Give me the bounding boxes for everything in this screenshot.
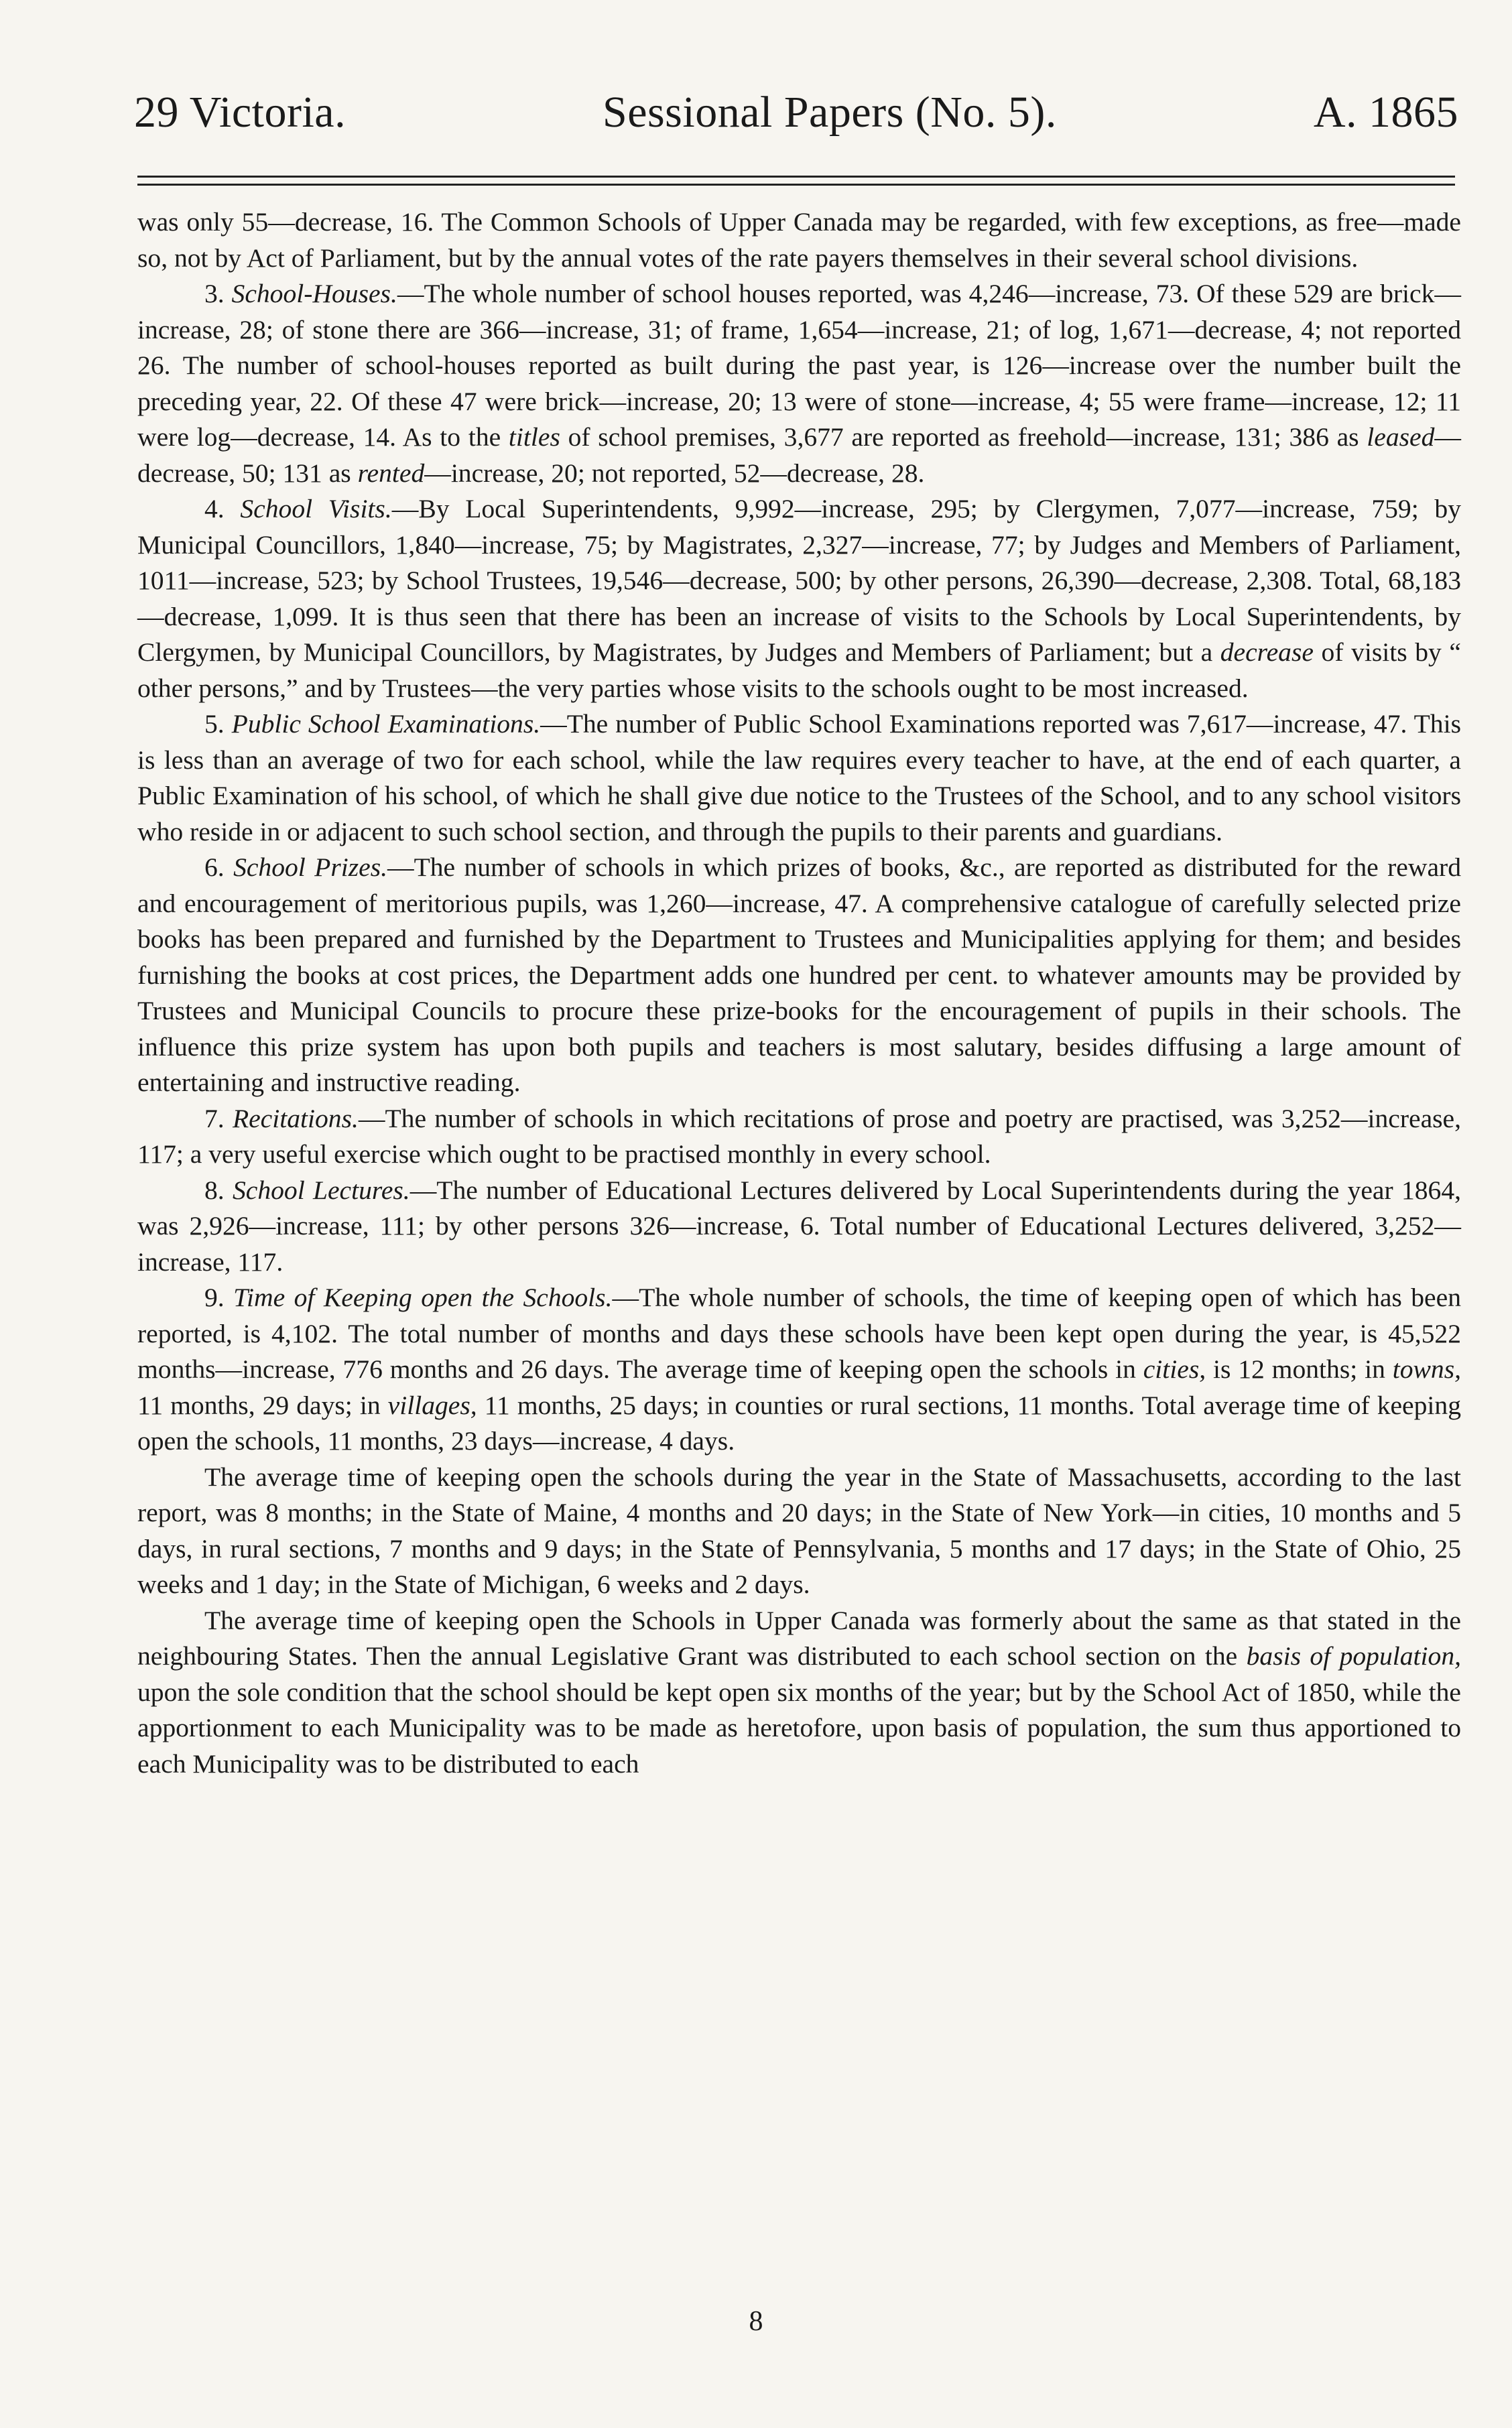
- emphasis-word: cities,: [1143, 1354, 1206, 1384]
- emphasis-word: towns,: [1392, 1354, 1461, 1384]
- section-text: —decrease, 50; 131 as: [137, 422, 1461, 488]
- paragraph-examinations: [137, 706, 1461, 850]
- paragraph-school-visits: [137, 491, 1461, 706]
- paragraph-school-prizes: [137, 850, 1461, 1101]
- section-title: School Prizes.: [233, 852, 387, 882]
- section-number: 6.: [204, 852, 225, 882]
- emphasis-word: leased: [1367, 422, 1435, 452]
- section-text: —The number of schools in which recitations of prose and poetry are practised, was 3,252—increase, 117; a very useful exercise which ought to be practised monthly in every school.: [137, 1103, 1461, 1169]
- section-text: 11 months, 29 days; in: [137, 1390, 388, 1420]
- section-text: The average time of keeping open the Schools in Upper Canada was formerly about the same as that stated in the neighbouring States. Then the annual Legislative Grant was distributed to each school section on the: [137, 1605, 1461, 1671]
- section-title: School Lectures.: [232, 1175, 410, 1205]
- section-text: —The number of Educational Lectures delivered by Local Superintendents during the year 1864, was 2,926—increase, 111; by other persons 326—increase, 6. Total number of Educational Lectures delivered, 3,252—increase, 117.: [137, 1175, 1461, 1277]
- section-text: —By Local Superintendents, 9,992—increase, 295; by Clergymen, 7,077—increase, 759; by Municipal Councillors, 1,840—increase, 75; by Magistrates, 2,327—increase, 77; by Judges and Members of Parliament, 1011—increase, 523; by School Trustees, 19,546—decrease, 500; by other persons, 26,390—decrease, 2,308. Total, 68,183—decrease, 1,099. It is thus seen that there has been an increase of visits to the Schools by Local Superintendents, by Clergymen, by Municipal Councillors, by Magistrates, by Judges and Members of Parliament; but a: [137, 494, 1461, 667]
- emphasis-word: decrease: [1220, 637, 1314, 667]
- page-number: 8: [749, 2306, 763, 2337]
- paragraph-other-states: The average time of keeping open the schools during the year in the State of Massachusetts, according to the last report, was 8 months; in the State of Maine, 4 months and 20 days; in the State of New York—in cities, 10 months and 5 days, in rural sections, 7 months and 9 days; in the State of Pennsylvania, 5 months and 17 days; in the State of Ohio, 25 weeks and 1 day; in the State of Michigan, 6 weeks and 2 days.: [137, 1462, 1461, 1599]
- emphasis-word: basis of population,: [1246, 1641, 1462, 1671]
- paragraph-continuation: was only 55—decrease, 16. The Common Schools of Upper Canada may be regarded, with few exceptions, as free—made so, not by Act of Parliament, but by the annual votes of the rate payers themselves in their several school divisions.: [137, 207, 1461, 273]
- paragraph-time-keeping-open: [137, 1280, 1461, 1460]
- paragraph-upper-canada: [137, 1603, 1461, 1783]
- paragraph-school-houses: [137, 276, 1461, 491]
- section-title: School Visits.: [240, 494, 392, 523]
- section-number: 7.: [204, 1103, 225, 1133]
- emphasis-word: villages,: [387, 1390, 477, 1420]
- section-text: of visits by “ other persons,” and by Trustees—the very parties whose visits to the schools ought to be most increased.: [137, 637, 1461, 703]
- header-title: Sessional Papers (No. 5).: [603, 88, 1057, 137]
- section-text: of school premises, 3,677 are reported as freehold—increase, 131; 386 as: [560, 422, 1367, 452]
- section-text: —The number of Public School Examinations reported was 7,617—increase, 47. This is less than an average of two for each school, while the law requires every teacher to have, at the end of each quarter, a Public Examination of his school, of which he shall give due notice to the Trustees of the School, and to any school visitors who reside in or adjacent to such school section, and through the pupils to their parents and guardians.: [137, 709, 1461, 846]
- section-text: —The whole number of school houses reported, was 4,246—increase, 73. Of these 529 are brick—increase, 28; of stone there are 366—increase, 31; of frame, 1,654—increase, 21; of log, 1,671—decrease, 4; not reported 26. The number of school-houses reported as built during the past year, is 126—increase over the number built the preceding year, 22. Of these 47 were brick—increase, 20; 13 were of stone—increase, 4; 55 were frame—increase, 12; 11 were log—decrease, 14. As to the: [137, 279, 1461, 452]
- header-rule-bottom: [137, 184, 1455, 186]
- section-text: upon the sole condition that the school should be kept open six months of the year; but by the School Act of 1850, while the apportionment to each Municipality was to be made as heretofore, upon basis of population, the sum thus apportioned to each Municipality was to be distributed to each: [137, 1677, 1461, 1779]
- section-title: School-Houses.: [231, 279, 397, 308]
- section-number: 3.: [204, 279, 225, 308]
- section-number: 5.: [204, 709, 225, 739]
- section-text: 11 months, 25 days; in counties or rural sections, 11 months. Total average time of keeping open the schools, 11 months, 23 days—increase, 4 days.: [137, 1390, 1461, 1456]
- header-year: A. 1865: [1313, 88, 1458, 137]
- emphasis-word: rented: [357, 458, 425, 488]
- paragraph-recitations: [137, 1101, 1461, 1173]
- section-number: 8.: [204, 1175, 225, 1205]
- section-text: —increase, 20; not reported, 52—decrease, 28.: [424, 458, 925, 488]
- body-text: [137, 204, 1461, 1782]
- section-text: —The whole number of schools, the time of keeping open of which has been reported, is 4,102. The total number of months and days these schools have been kept open during the year, is 45,522 months—increase, 776 months and 26 days. The average time of keeping open the schools in: [137, 1283, 1461, 1384]
- section-text: —The number of schools in which prizes of books, &c., are reported as distributed for the reward and encouragement of meritorious pupils, was 1,260—increase, 47. A comprehensive catalogue of carefully selected prize books has been prepared and furnished by the Department to Trustees and Municipalities applying for them; and besides furnishing the books at cost prices, the Department adds one hundred per cent. to whatever amounts may be provided by Trustees and Municipal Councils to procure these prize-books for the encouragement of pupils in their schools. The influence this prize system has upon both pupils and teachers is most salutary, besides diffusing a large amount of entertaining and instructive reading.: [137, 852, 1461, 1097]
- header-rule-top: [137, 176, 1455, 178]
- emphasis-word: titles: [508, 422, 560, 452]
- running-header: [134, 87, 1458, 147]
- header-volume: 29 Victoria.: [134, 88, 346, 137]
- section-title: Public School Examinations.: [231, 709, 541, 739]
- section-number: 9.: [204, 1283, 225, 1312]
- section-number: 4.: [204, 494, 225, 523]
- section-title: Recitations.: [232, 1103, 359, 1133]
- section-title: Time of Keeping open the Schools.: [233, 1283, 613, 1312]
- section-text: is 12 months; in: [1206, 1354, 1393, 1384]
- paragraph-school-lectures: [137, 1173, 1461, 1281]
